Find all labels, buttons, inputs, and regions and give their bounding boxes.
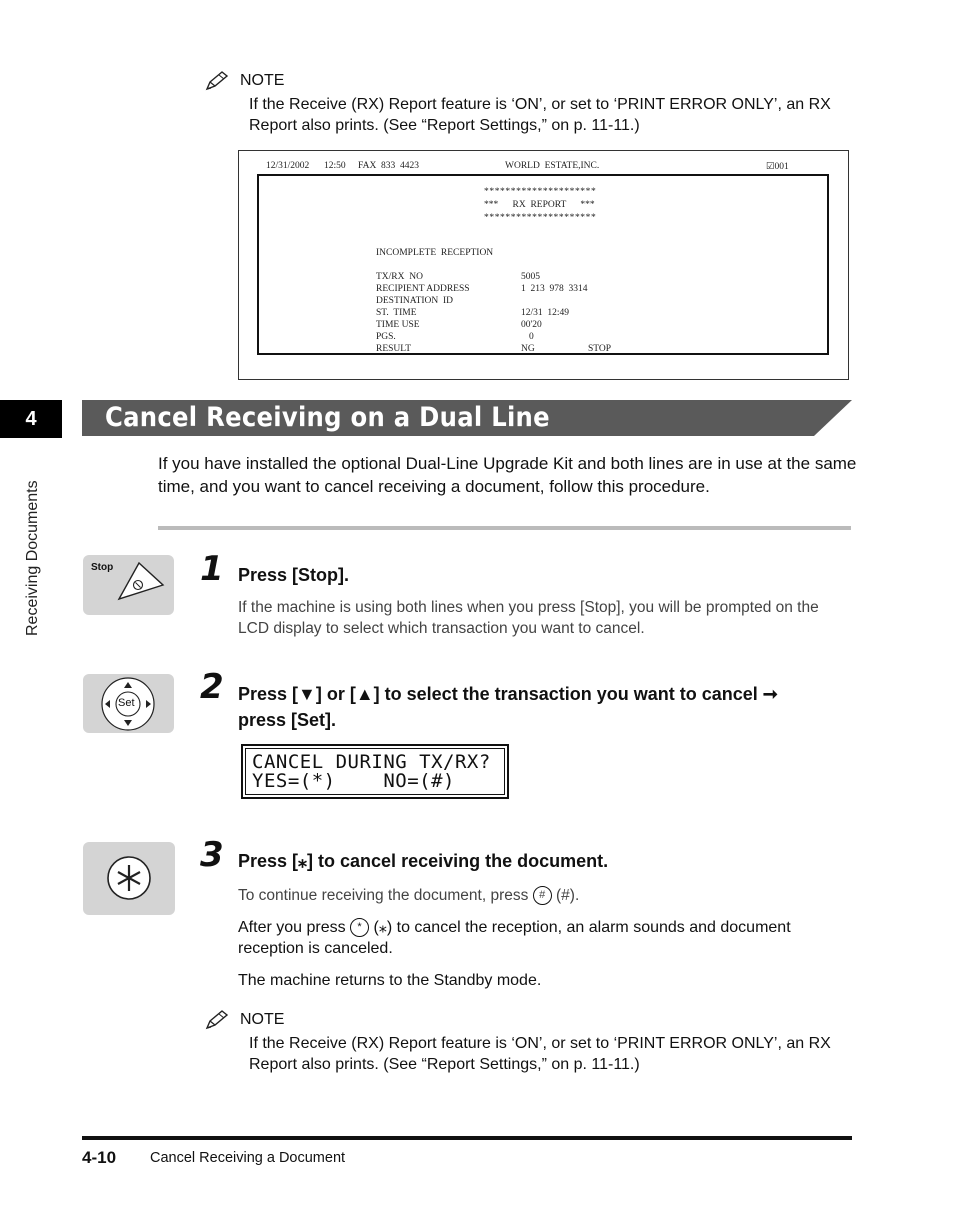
asterisk-key-icon bbox=[106, 855, 152, 901]
step-standby-text: The machine returns to the Standby mode. bbox=[238, 972, 542, 989]
report-row-label: TIME USE bbox=[376, 320, 420, 330]
pencil-note-icon bbox=[204, 1009, 232, 1031]
report-fax: FAX 833 4423 bbox=[358, 161, 420, 171]
stop-key-label: Stop bbox=[91, 562, 114, 573]
report-row-value: 5005 bbox=[521, 272, 540, 282]
step-continue-text bbox=[238, 885, 853, 906]
hash-key-icon: # bbox=[533, 886, 552, 905]
chapter-side-label-text: Receiving Documents bbox=[24, 480, 41, 636]
note-text: If the Receive (RX) Report feature is ‘ON’, or set to ‘PRINT ERROR ONLY’, an RX Report also prints. (See “Report Settings,” on p. 11-11.) bbox=[249, 1035, 831, 1073]
step-title: Press [⁎] to cancel receiving the document. bbox=[238, 851, 609, 871]
lcd-line-1: CANCEL DURING TX/RX? bbox=[252, 751, 491, 773]
report-row-label: TX/RX NO bbox=[376, 272, 423, 282]
page-number: 4-10 bbox=[82, 1148, 117, 1167]
step-after-text bbox=[238, 917, 853, 959]
report-company: WORLD ESTATE,INC. bbox=[505, 161, 600, 171]
step-number: 2 bbox=[200, 667, 224, 707]
report-status: INCOMPLETE RECEPTION bbox=[376, 248, 494, 258]
lcd-display bbox=[241, 744, 509, 799]
footer-rule bbox=[82, 1136, 852, 1140]
stop-key-illustration bbox=[83, 555, 174, 615]
report-title: *** RX REPORT *** bbox=[484, 200, 595, 210]
continue-text-a: To continue receiving the document, press bbox=[238, 887, 529, 904]
section-intro: If you have installed the optional Dual-Line Upgrade Kit and both lines are in use at the same time, and you want to cancel receiving a document, follow this procedure. bbox=[158, 454, 857, 496]
star-key-illustration bbox=[83, 842, 175, 915]
report-stars-top: ********************* bbox=[484, 187, 597, 197]
asterisk-key-inline-icon: * bbox=[350, 918, 369, 937]
report-row-value: NG bbox=[521, 344, 535, 354]
chapter-tab: 4 bbox=[0, 400, 62, 438]
lcd-screen bbox=[245, 748, 505, 795]
report-row-label: DESTINATION ID bbox=[376, 296, 454, 306]
set-key-illustration bbox=[83, 674, 174, 733]
report-row-label: PGS. bbox=[376, 332, 396, 342]
note-header bbox=[204, 1009, 284, 1031]
report-stars-bottom: ********************* bbox=[484, 213, 597, 223]
report-row-label: RESULT bbox=[376, 344, 412, 354]
section-divider bbox=[158, 526, 851, 530]
report-date: 12/31/2002 bbox=[266, 161, 310, 171]
report-time: 12:50 bbox=[324, 161, 346, 171]
step-title bbox=[238, 681, 858, 733]
rx-report-sample bbox=[238, 150, 849, 380]
report-row-value: 0 bbox=[529, 332, 534, 342]
after-text-a: After you press bbox=[238, 919, 346, 936]
set-key-label: Set bbox=[118, 697, 135, 709]
continue-text-b: (#). bbox=[556, 887, 580, 904]
step-body: If the machine is using both lines when you press [Stop], you will be prompted on the LCD display to select which transaction you want to cancel. bbox=[238, 599, 819, 637]
report-row-label: ST. TIME bbox=[376, 308, 417, 318]
report-row-value: 00'20 bbox=[521, 320, 542, 330]
step-number: 3 bbox=[200, 835, 224, 875]
report-result-extra: STOP bbox=[588, 344, 612, 354]
report-row-label: RECIPIENT ADDRESS bbox=[376, 284, 470, 294]
section-title: Cancel Receiving on a Dual Line bbox=[105, 402, 550, 433]
step-title-line-1: Press [▼] or [▲] to select the transaction you want to cancel ➞ bbox=[238, 684, 778, 704]
note-header bbox=[204, 70, 284, 92]
report-row-value: 1 213 978 3314 bbox=[521, 284, 588, 294]
note-label: NOTE bbox=[240, 72, 285, 89]
lcd-line-2: YES=(*) NO=(#) bbox=[252, 770, 455, 792]
step-title-line-2: press [Set]. bbox=[238, 710, 337, 730]
footer-title: Cancel Receiving a Document bbox=[150, 1150, 346, 1166]
note-label: NOTE bbox=[240, 1011, 285, 1028]
report-row-value: 12/31 12:49 bbox=[521, 308, 570, 318]
chapter-side-label bbox=[22, 450, 46, 640]
report-page: ☑001 bbox=[766, 162, 789, 172]
stop-button-icon bbox=[111, 559, 171, 611]
step-number: 1 bbox=[200, 549, 224, 589]
note-text: If the Receive (RX) Report feature is ‘ON’, or set to ‘PRINT ERROR ONLY’, an RX Report also prints. (See “Report Settings,” on p. 11-11.) bbox=[249, 96, 831, 134]
report-frame bbox=[257, 174, 829, 355]
after-text-b: (⁎) to cancel the reception, an alarm sounds and document reception is canceled. bbox=[238, 919, 791, 957]
step-title: Press [Stop]. bbox=[238, 565, 350, 585]
pencil-note-icon bbox=[204, 70, 232, 92]
